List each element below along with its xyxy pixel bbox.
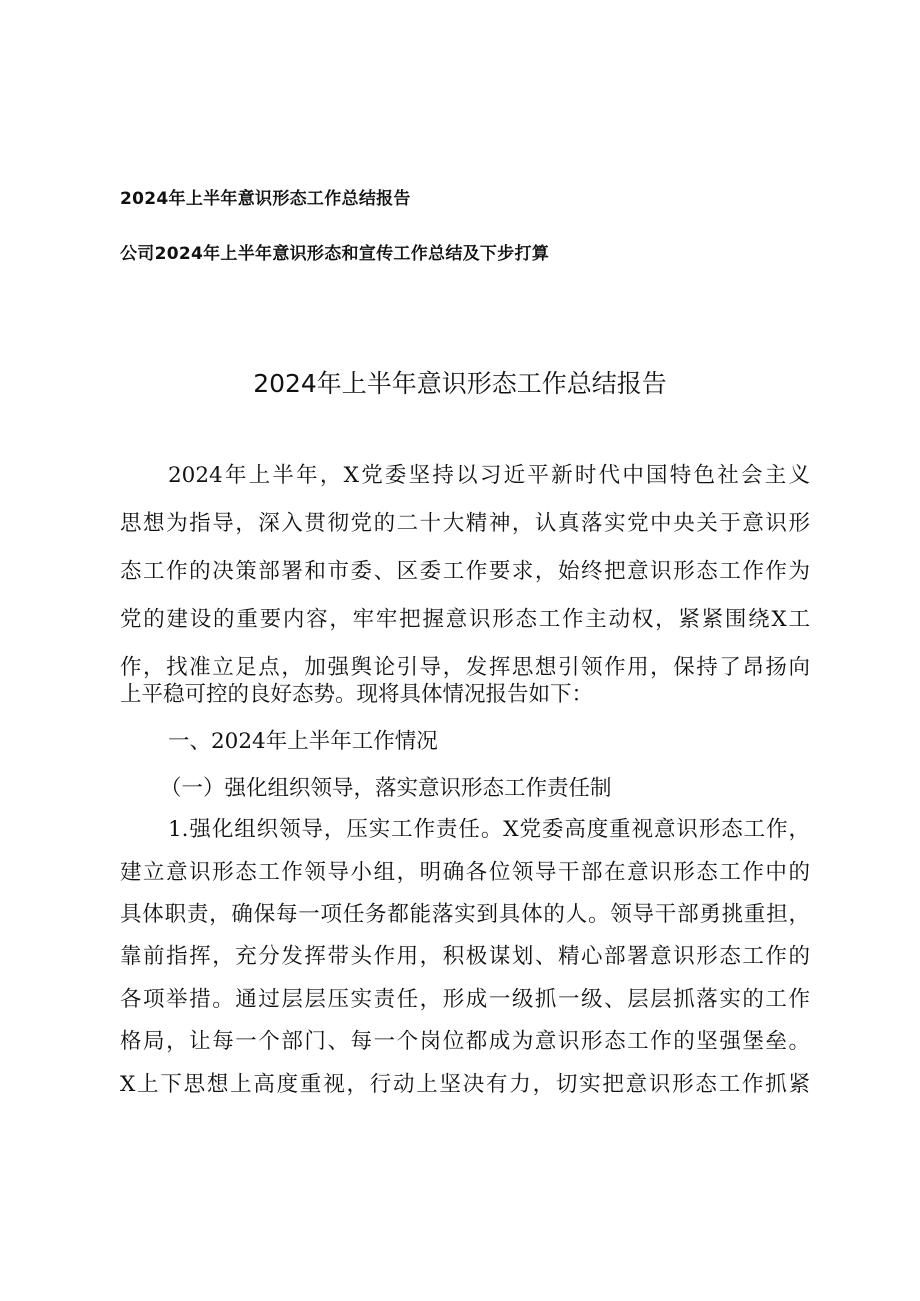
paragraph-line: 党的建设的重要内容，牢牢把握意识形态工作主动权，紧紧围绕X工 (120, 607, 810, 632)
paragraph-line: 各项举措。通过层层压实责任，形成一级抓一级、层层抓落实的工作 (120, 987, 810, 1012)
subsection-heading: （一）强化组织领导，落实意识形态工作责任制 (160, 776, 612, 801)
paragraph-line: 思想为指导，深入贯彻党的二十大精神，认真落实党中央关于意识形 (120, 511, 810, 536)
paragraph-line: 1.强化组织领导，压实工作责任。X党委高度重视意识形态工作， (168, 817, 810, 842)
paragraph-line: 靠前指挥，充分发挥带头作用，积极谋划、精心部署意识形态工作的 (120, 944, 810, 969)
paragraph-line: 上平稳可控的良好态势。现将具体情况报告如下： (120, 682, 594, 707)
paragraph-line: 格局，让每一个部门、每一个岗位都成为意识形态工作的坚强堡垒。 (120, 1029, 810, 1054)
toc-entry-1[interactable]: 2024年上半年意识形态工作总结报告 (120, 189, 411, 209)
paragraph-line: 作，找准立足点，加强舆论引导，发挥思想引领作用，保持了昂扬向 (120, 655, 810, 680)
toc-entry-2[interactable]: 公司2024年上半年意识形态和宣传工作总结及下步打算 (120, 244, 550, 264)
paragraph-line: 2024年上半年，X党委坚持以习近平新时代中国特色社会主义 (168, 463, 810, 488)
paragraph-line: 具体职责，确保每一项任务都能落实到具体的人。领导干部勇挑重担， (120, 902, 810, 927)
paragraph-line: 态工作的决策部署和市委、区委工作要求，始终把意识形态工作作为 (120, 559, 810, 584)
document-title: 2024年上半年意识形态工作总结报告 (253, 369, 667, 398)
paragraph-line: X上下思想上高度重视，行动上坚决有力，切实把意识形态工作抓紧 (120, 1072, 810, 1097)
paragraph-line: 建立意识形态工作领导小组，明确各位领导干部在意识形态工作中的 (120, 860, 810, 885)
section-heading: 一、2024年上半年工作情况 (168, 729, 438, 754)
